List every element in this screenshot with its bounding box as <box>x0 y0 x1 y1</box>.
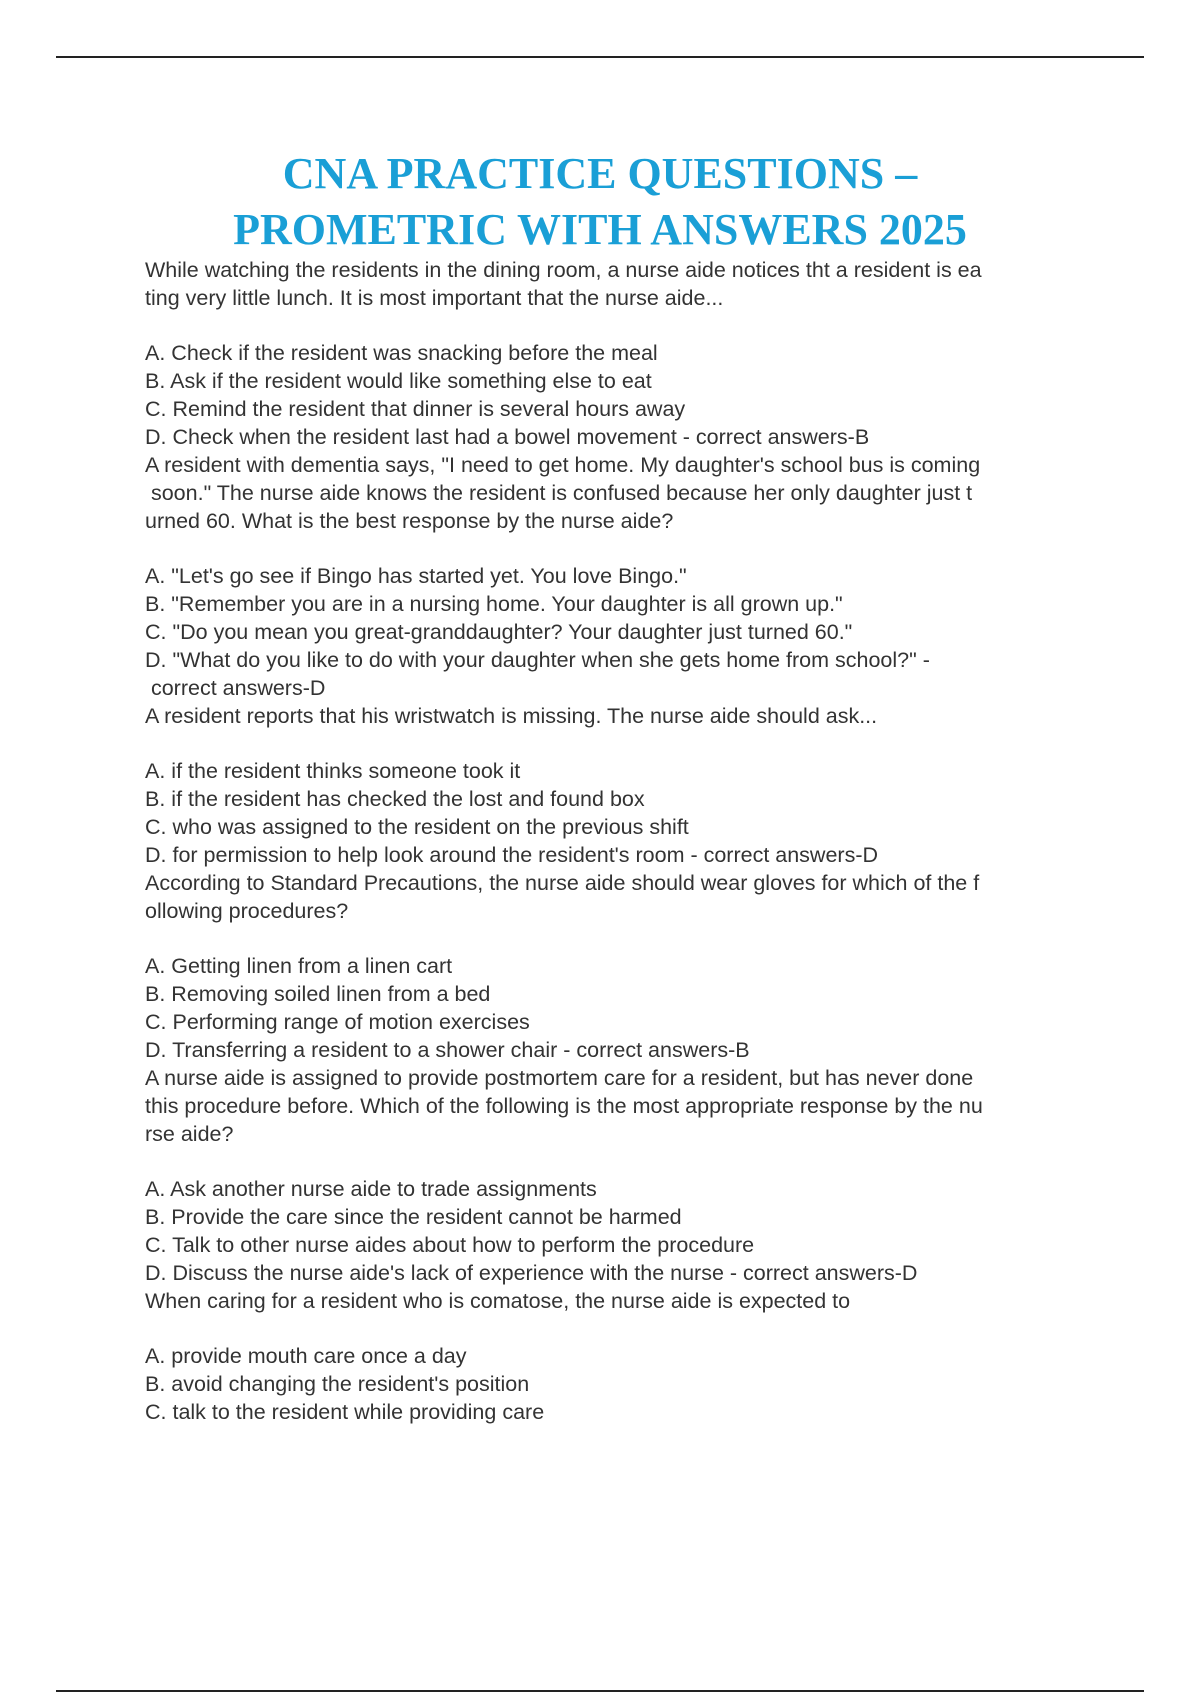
question-block <box>145 702 1095 869</box>
answer-option: C. Performing range of motion exercises <box>145 1010 530 1034</box>
question-stem-line: When caring for a resident who is comatose, the nurse aide is expected to <box>145 1289 851 1313</box>
question-stem-line: this procedure before. Which of the following is the most appropriate response by the nu <box>145 1094 983 1118</box>
document-title <box>100 146 1100 258</box>
answer-option-correct: D. Check when the resident last had a bowel movement - correct answers-B <box>145 425 870 449</box>
answer-option: C. who was assigned to the resident on the previous shift <box>145 815 689 839</box>
answer-option: B. Removing soiled linen from a bed <box>145 982 491 1006</box>
answer-option: B. avoid changing the resident's position <box>145 1372 530 1396</box>
answer-option: A. Getting linen from a linen cart <box>145 954 453 978</box>
answer-option: A. "Let's go see if Bingo has started yet. You love Bingo." <box>145 564 687 588</box>
answer-option: B. Provide the care since the resident cannot be harmed <box>145 1205 682 1229</box>
question-block <box>145 1064 1095 1287</box>
answer-option: A. Check if the resident was snacking before the meal <box>145 341 658 365</box>
answer-option: C. Talk to other nurse aides about how to perform the procedure <box>145 1233 755 1257</box>
question-stem-line: A nurse aide is assigned to provide postmortem care for a resident, but has never done <box>145 1066 974 1090</box>
answer-option-correct: D. for permission to help look around the resident's room - correct answers-D <box>145 843 879 867</box>
question-stem-line: A resident with dementia says, "I need to get home. My daughter's school bus is coming <box>145 453 981 477</box>
answer-option: C. talk to the resident while providing care <box>145 1400 545 1424</box>
answer-option-correct: D. Transferring a resident to a shower chair - correct answers-B <box>145 1038 750 1062</box>
answer-option: B. Ask if the resident would like something else to eat <box>145 369 652 393</box>
questions-body <box>145 256 1095 1426</box>
answer-option: A. Ask another nurse aide to trade assignments <box>145 1177 597 1201</box>
top-rule <box>56 56 1144 58</box>
answer-option: B. "Remember you are in a nursing home. Your daughter is all grown up." <box>145 592 843 616</box>
answer-option-correct-cont: correct answers-D <box>145 676 326 700</box>
answer-option: A. provide mouth care once a day <box>145 1344 467 1368</box>
title-line-1: CNA PRACTICE QUESTIONS – <box>282 149 918 198</box>
question-block <box>145 869 1095 1064</box>
question-stem-line: soon." The nurse aide knows the resident is confused because her only daughter just t <box>145 481 973 505</box>
answer-option-correct: D. "What do you like to do with your daughter when she gets home from school?" - <box>145 648 930 672</box>
question-stem-line: rse aide? <box>145 1122 234 1146</box>
answer-option: C. "Do you mean you great-granddaughter? Your daughter just turned 60." <box>145 620 853 644</box>
answer-option: A. if the resident thinks someone took it <box>145 759 521 783</box>
question-stem-line: According to Standard Precautions, the nurse aide should wear gloves for which of the f <box>145 871 980 895</box>
answer-option: B. if the resident has checked the lost and found box <box>145 787 645 811</box>
title-line-2: PROMETRIC WITH ANSWERS 2025 <box>233 205 967 254</box>
question-block <box>145 1287 1095 1426</box>
question-stem-line: ting very little lunch. It is most important that the nurse aide... <box>145 286 724 310</box>
answer-option-correct: D. Discuss the nurse aide's lack of experience with the nurse - correct answers-D <box>145 1261 918 1285</box>
question-block <box>145 451 1095 702</box>
bottom-rule <box>56 1690 1144 1692</box>
question-stem-line: urned 60. What is the best response by the nurse aide? <box>145 509 674 533</box>
question-block <box>145 256 1095 451</box>
answer-option: C. Remind the resident that dinner is several hours away <box>145 397 686 421</box>
question-stem-line: While watching the residents in the dining room, a nurse aide notices tht a resident is ea <box>145 258 982 282</box>
question-stem-line: A resident reports that his wristwatch is missing. The nurse aide should ask... <box>145 704 878 728</box>
question-stem-line: ollowing procedures? <box>145 899 349 923</box>
